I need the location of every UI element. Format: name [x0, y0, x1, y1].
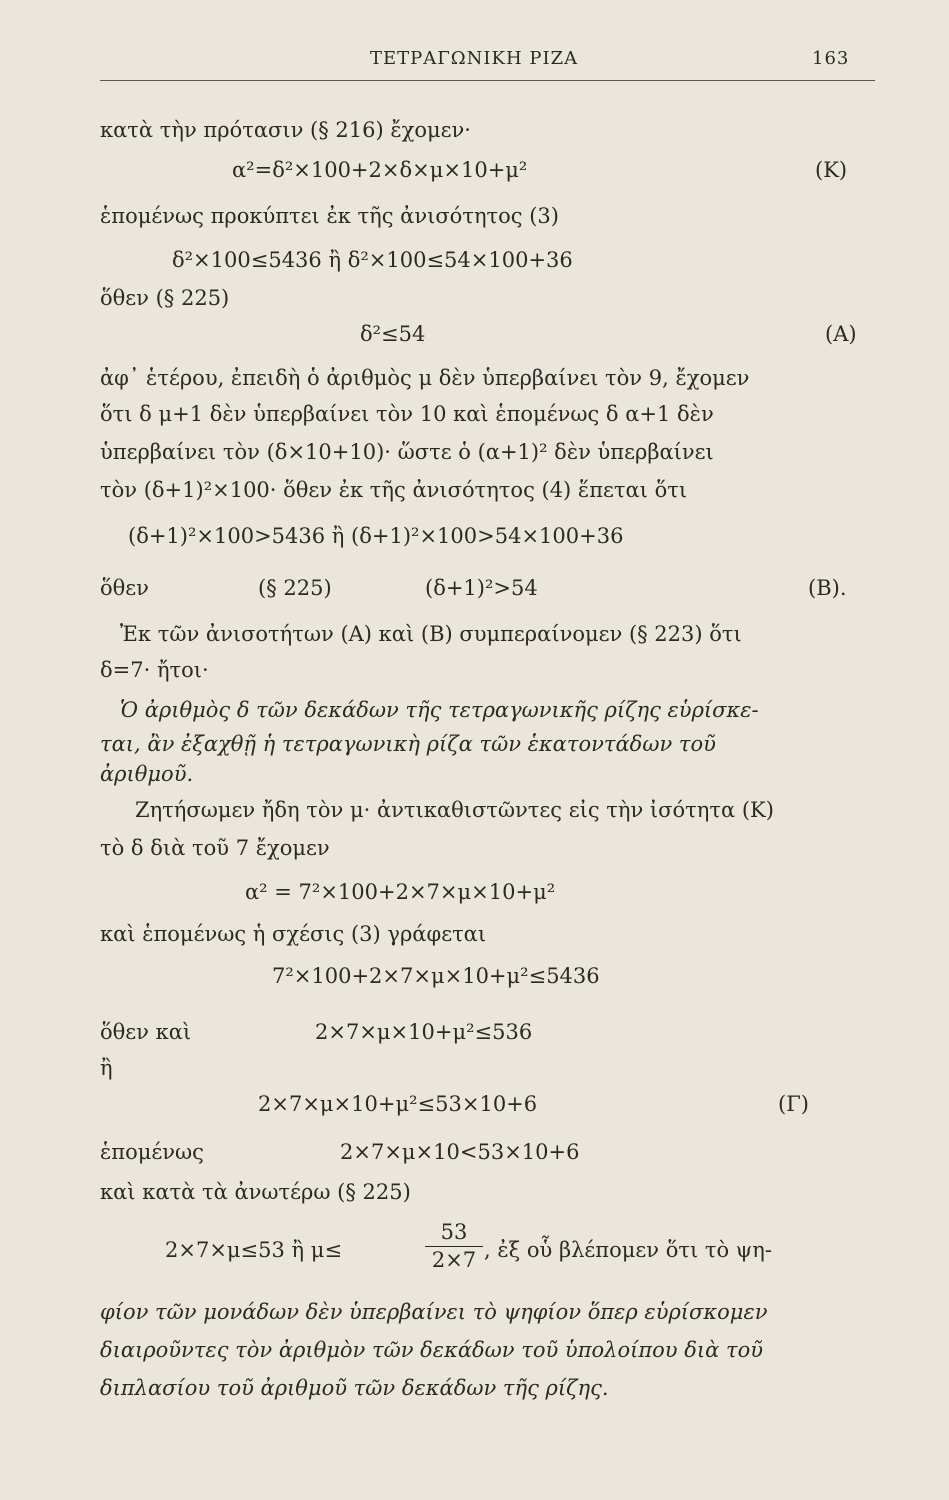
text-line: , ἐξ οὗ βλέπομεν ὅτι τὸ ψη- — [484, 1238, 772, 1262]
header-rule — [100, 80, 875, 81]
text-line: (§ 225) — [258, 576, 332, 600]
running-header-title: ΤΕΤΡΑΓΩΝΙΚΗ ΡΙΖΑ — [370, 48, 579, 69]
equation-tag-A: (Α) — [825, 322, 857, 346]
equation-7: 2×7×μ×10+μ²≤536 — [315, 1020, 533, 1044]
text-line: ἑπομένως — [100, 1140, 204, 1164]
theorem-line: φίον τῶν μονάδων δὲν ὑπερβαίνει τὸ ψηφίον ὅπερ εὑρίσκομεν — [100, 1300, 768, 1324]
fraction-bar — [425, 1246, 483, 1247]
text-line: ἑπομένως προκύπτει ἐκ τῆς ἀνισότητος (3) — [100, 204, 559, 228]
text-line: δ=7· ἤτοι· — [100, 658, 209, 682]
equation-G: 2×7×μ×10+μ²≤53×10+6 — [258, 1092, 538, 1116]
text-line: Ἐκ τῶν ἀνισοτήτων (Α) καὶ (Β) συμπεραίνομεν (§ 223) ὅτι — [120, 622, 742, 646]
text-line: κατὰ τὴν πρότασιν (§ 216) ἔχομεν· — [100, 118, 471, 142]
page-number: 163 — [812, 48, 850, 69]
theorem-line: Ὁ ἀριθμὸς δ τῶν δεκάδων τῆς τετραγωνικῆς ρίζης εὑρίσκε- — [120, 698, 759, 722]
equation-B: (δ+1)²>54 — [425, 576, 538, 600]
fraction — [425, 1222, 483, 1271]
equation-3: δ²×100≤5436 ἢ δ²×100≤54×100+36 — [172, 248, 573, 272]
text-line: τὸν (δ+1)²×100· ὅθεν ἐκ τῆς ἀνισότητος (4) ἕπεται ὅτι — [100, 478, 688, 502]
theorem-line: ἀριθμοῦ. — [100, 762, 194, 786]
fraction-numerator: 53 — [440, 1220, 468, 1244]
text-line: ὅθεν (§ 225) — [100, 286, 230, 310]
equation-9: 2×7×μ≤53 ἢ μ≤ — [165, 1238, 343, 1262]
equation-tag-G: (Γ) — [778, 1092, 809, 1116]
text-line: ὅθεν — [100, 576, 149, 600]
text-line: τὸ δ διὰ τοῦ 7 ἔχομεν — [100, 836, 330, 860]
text-line: καὶ ἑπομένως ἡ σχέσις (3) γράφεται — [100, 922, 487, 946]
equation-A: δ²≤54 — [360, 322, 426, 346]
text-line: Ζητήσωμεν ἤδη τὸν μ· ἀντικαθιστῶντες εἰς τὴν ἰσότητα (Κ) — [135, 798, 774, 822]
equation-tag-B: (Β). — [808, 576, 847, 600]
text-line: καὶ κατὰ τὰ ἀνωτέρω (§ 225) — [100, 1180, 411, 1204]
equation-tag-K: (Κ) — [815, 158, 848, 182]
equation-6: 7²×100+2×7×μ×10+μ²≤5436 — [272, 964, 600, 988]
text-line: ὑπερβαίνει τὸν (δ×10+10)· ὥστε ὁ (α+1)² δὲν ὑπερβαίνει — [100, 440, 714, 464]
theorem-line: ται, ἂν ἐξαχθῇ ἡ τετραγωνικὴ ρίζα τῶν ἑκατοντάδων τοῦ — [100, 732, 716, 756]
theorem-line: διπλασίου τοῦ ἀριθμοῦ τῶν δεκάδων τῆς ρίζης. — [100, 1376, 609, 1400]
equation-K: α²=δ²×100+2×δ×μ×10+μ² — [232, 158, 528, 182]
fraction-denominator: 2×7 — [431, 1248, 477, 1272]
text-line: ὅθεν καὶ — [100, 1020, 192, 1044]
equation-5: α² = 7²×100+2×7×μ×10+μ² — [245, 880, 556, 904]
equation-4: (δ+1)²×100>5436 ἢ (δ+1)²×100>54×100+36 — [128, 524, 624, 548]
equation-8: 2×7×μ×10<53×10+6 — [340, 1140, 580, 1164]
text-line: ἀφ᾽ ἑτέρου, ἐπειδὴ ὁ ἀριθμὸς μ δὲν ὑπερβαίνει τὸν 9, ἔχομεν — [100, 366, 750, 390]
theorem-line: διαιροῦντες τὸν ἀριθμὸν τῶν δεκάδων τοῦ ὑπολοίπου διὰ τοῦ — [100, 1338, 763, 1362]
text-line: ὅτι δ μ+1 δὲν ὑπερβαίνει τὸν 10 καὶ ἑπομένως δ α+1 δὲν — [100, 402, 714, 426]
text-line: ἢ — [100, 1056, 113, 1080]
